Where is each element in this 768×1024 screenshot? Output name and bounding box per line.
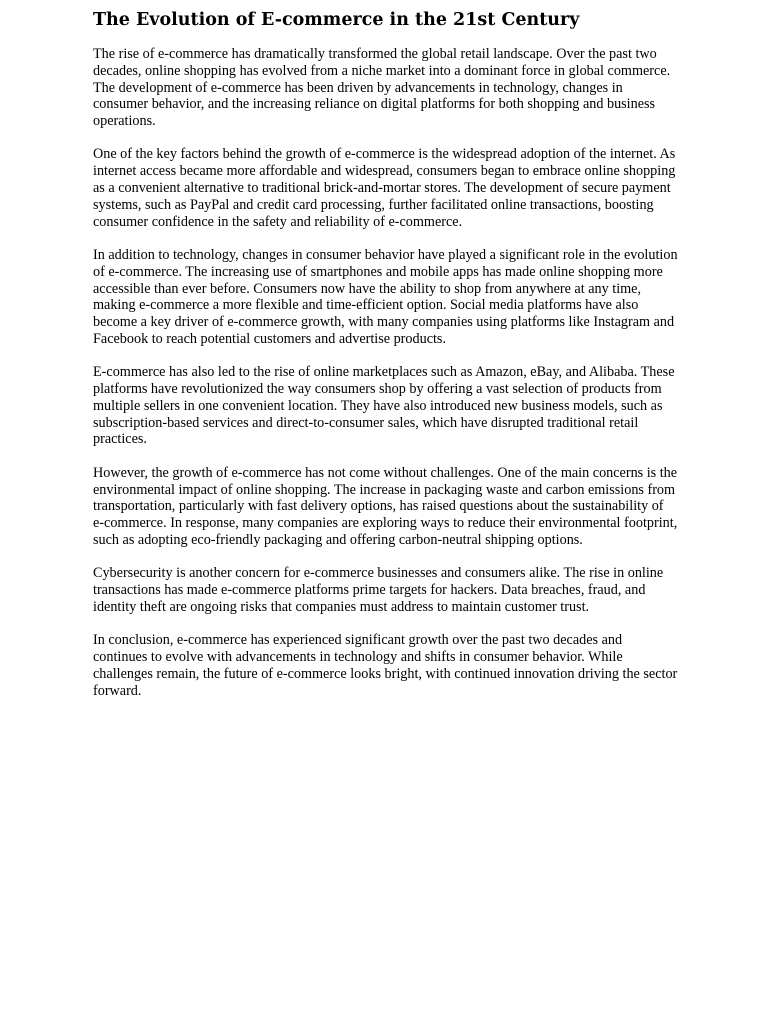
paragraph-intro: The rise of e-commerce has dramatically transformed the global retail landscape. Over the past two decades, online shopping has evolved from a niche market into a dominant force in global commerce. The development of e-commerce has been driven by advancements in technology, changes in consumer behavior, and the increasing reliance on digital platforms for both shopping and business operations. [93,46,671,130]
document-page [93,10,678,716]
document-title: The Evolution of E-commerce in the 21st Century [93,10,580,30]
paragraph-internet-adoption: One of the key factors behind the growth of e-commerce is the widespread adoption of the internet. As internet access became more affordable and widespread, consumers began to embrace online shopping as a convenient alternative to traditional brick-and-mortar stores. The development of secure payment systems, such as PayPal and credit card processing, further facilitated online transactions, boosting consumer confidence in the safety and reliability of e-commerce. [93,146,676,230]
paragraph-consumer-behavior: In addition to technology, changes in consumer behavior have played a significant role in the evolution of e-commerce. The increasing use of smartphones and mobile apps has made online shopping more accessible than ever before. Consumers now have the ability to shop from anywhere at any time, making e-commerce a more flexible and time-efficient option. Social media platforms have also become a key driver of e-commerce growth, with many companies using platforms like Instagram and Facebook to reach potential customers and advertise products. [93,246,678,347]
paragraph-challenges: However, the growth of e-commerce has not come without challenges. One of the main concerns is the environmental impact of online shopping. The increase in packaging waste and carbon emissions from transportation, particularly with fast delivery options, has raised questions about the sustainability of e-commerce. In response, many companies are exploring ways to reduce their environmental footprint, such as adopting eco-friendly packaging and offering carbon-neutral shipping options. [93,464,678,548]
paragraph-cybersecurity: Cybersecurity is another concern for e-commerce businesses and consumers alike. The rise in online transactions has made e-commerce platforms prime targets for hackers. Data breaches, fraud, and identity theft are ongoing risks that companies must address to maintain customer trust. [93,565,664,615]
paragraph-conclusion: In conclusion, e-commerce has experienced significant growth over the past two decades and continues to evolve with advancements in technology and shifts in consumer behavior. While challenges remain, the future of e-commerce looks bright, with continued innovation driving the sector forward. [93,632,678,699]
paragraph-online-marketplaces: E-commerce has also led to the rise of online marketplaces such as Amazon, eBay, and Alibaba. These platforms have revolutionized the way consumers shop by offering a vast selection of products from multiple sellers in one convenient location. They have also introduced new business models, such as subscription-based services and direct-to-consumer sales, which have disrupted traditional retail practices. [93,364,675,448]
